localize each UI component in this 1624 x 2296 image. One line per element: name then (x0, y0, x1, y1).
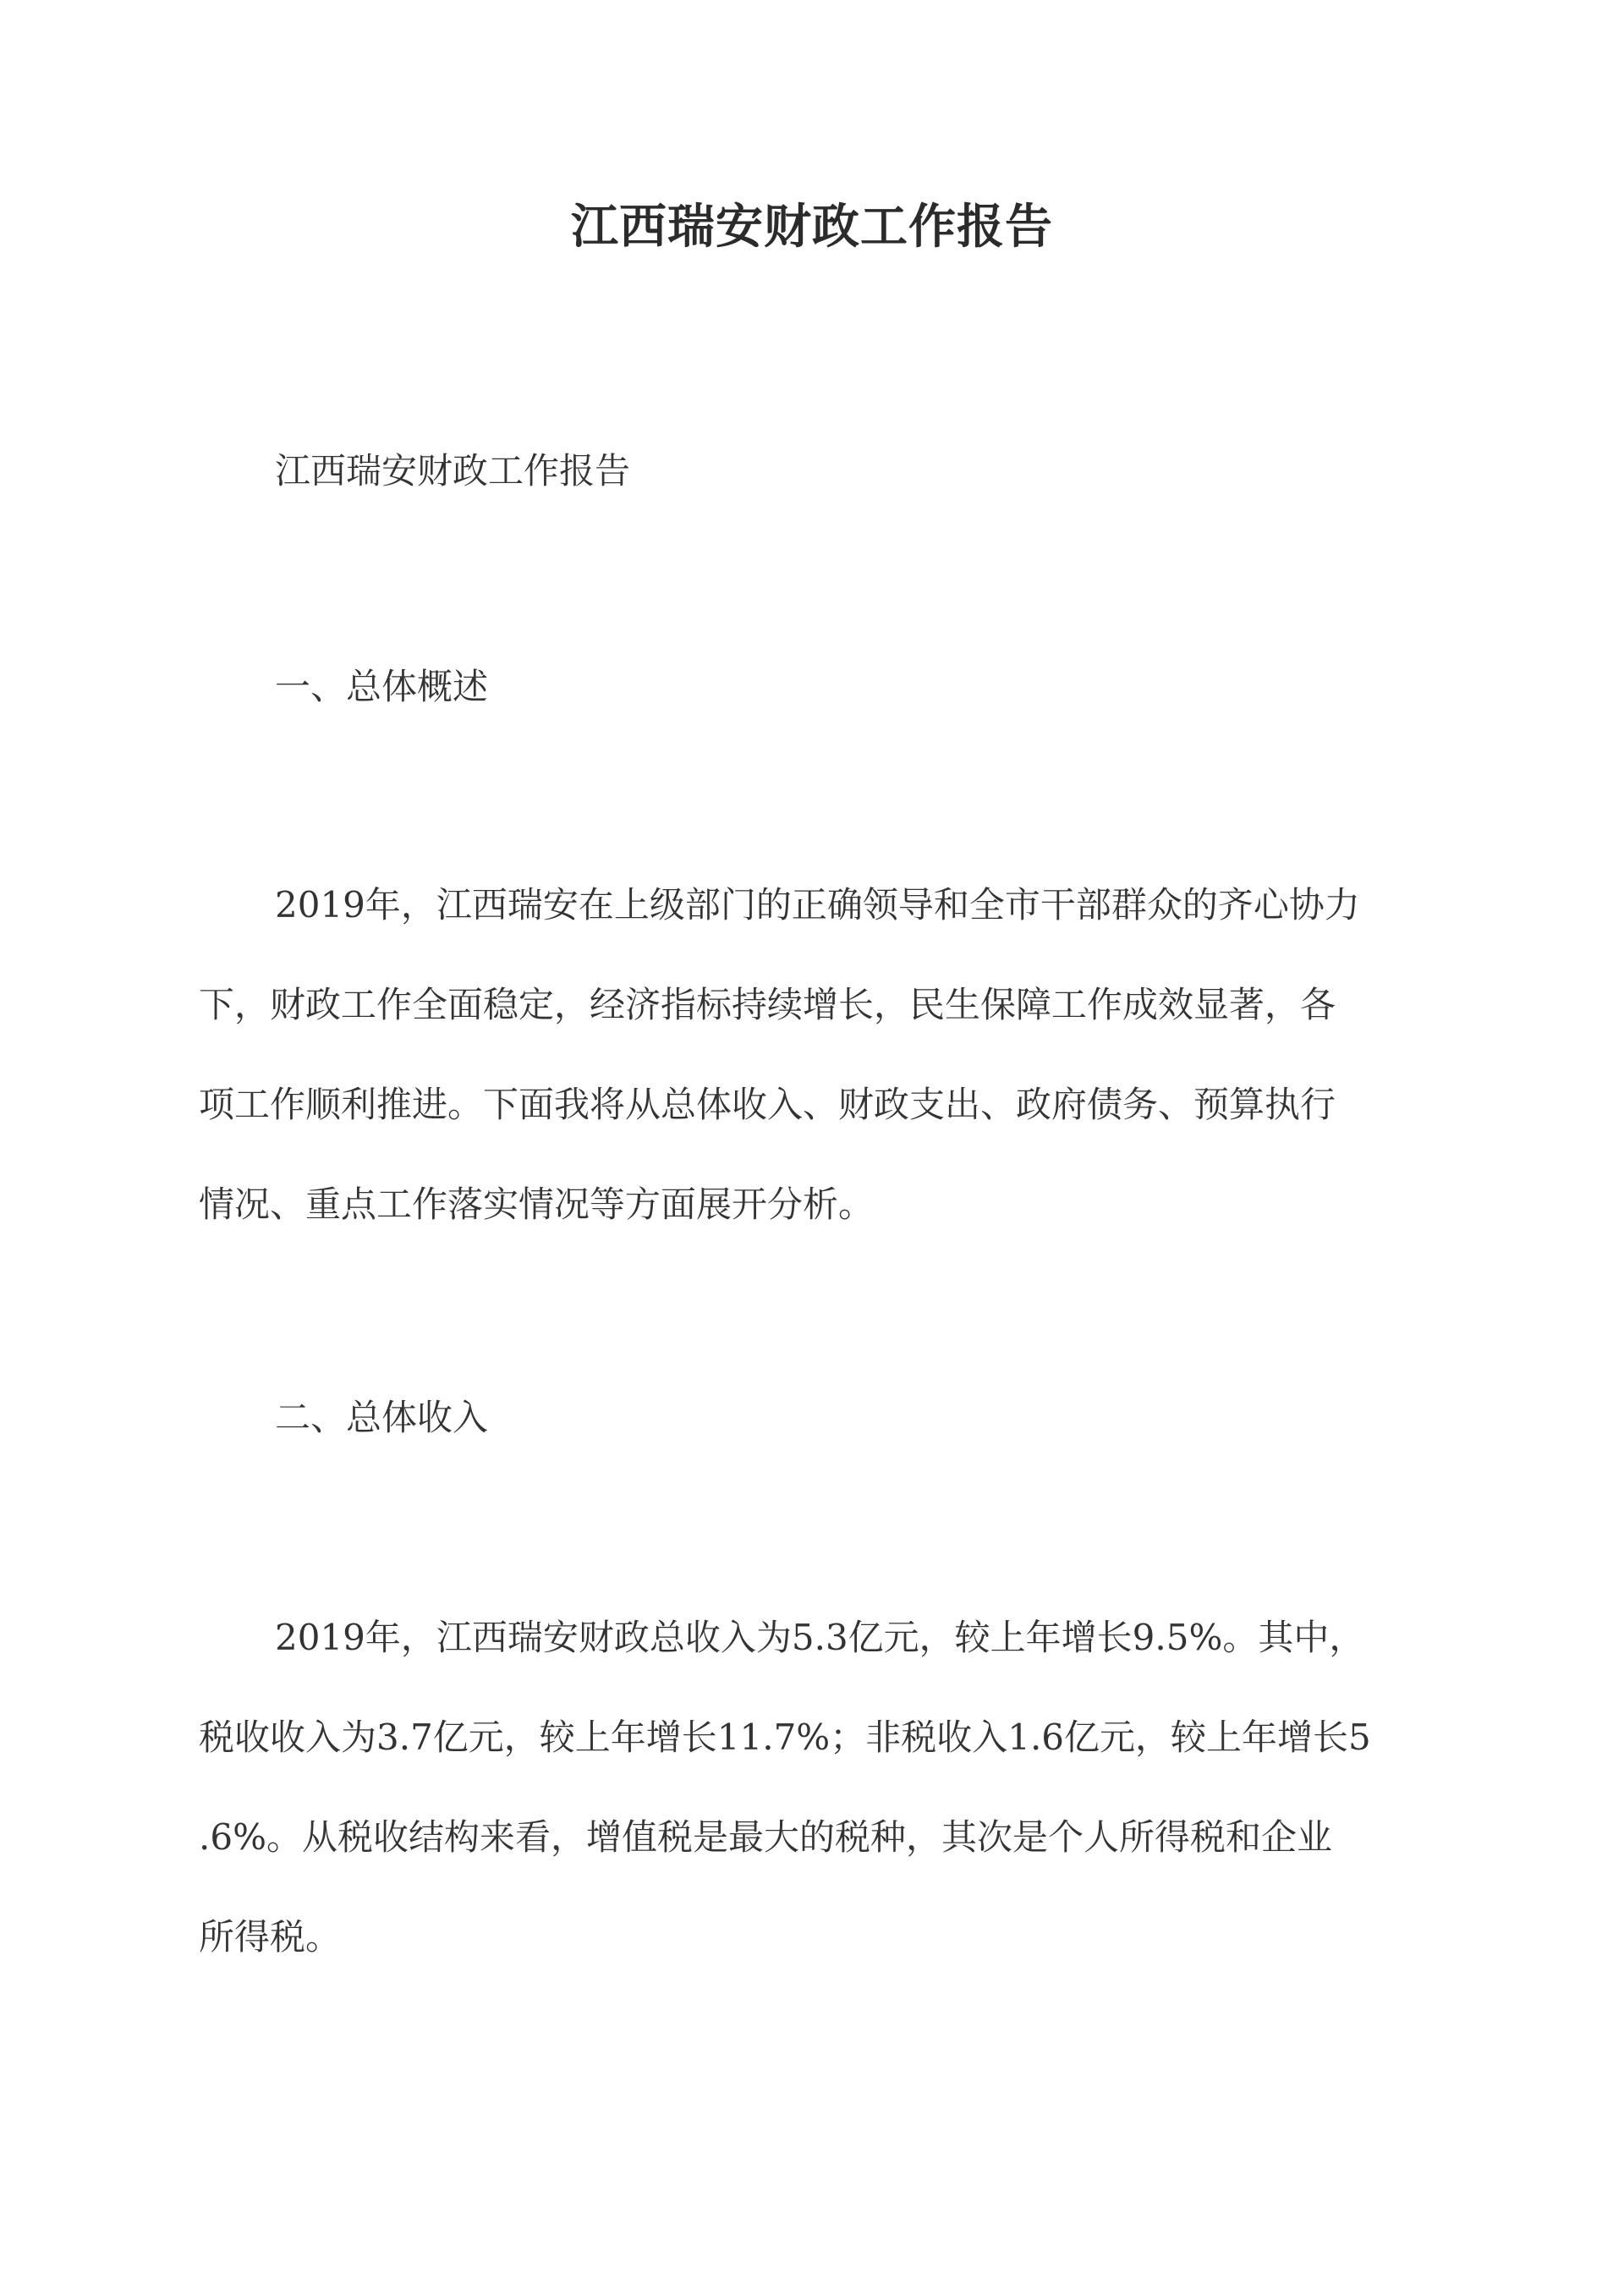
section-heading-overview: 一、总体概述 (275, 666, 489, 707)
paragraph-line: 项工作顺利推进。下面我将从总体收入、财政支出、政府债务、预算执行 (199, 1084, 1336, 1125)
paragraph-line: 下，财政工作全面稳定，经济指标持续增长，民生保障工作成效显著，各 (199, 984, 1336, 1025)
paragraph-line: 税收收入为3.7亿元，较上年增长11.7%；非税收入1.6亿元，较上年增长5 (199, 1717, 1371, 1758)
paragraph-line: .6%。从税收结构来看，增值税是最大的税种，其次是个人所得税和企业 (199, 1816, 1332, 1858)
paragraph-revenue (199, 1612, 1425, 2012)
paragraph-overview (199, 880, 1425, 1279)
document-title: 江西瑞安财政工作报告 (571, 199, 1053, 255)
section-heading-revenue: 二、总体收入 (275, 1397, 489, 1438)
paragraph-line: 所得税。 (199, 1916, 342, 1958)
paragraph-line: 2019年，江西瑞安财政总收入为5.3亿元，较上年增长9.5%。其中， (275, 1617, 1365, 1658)
document-subtitle: 江西瑞安财政工作报告 (275, 450, 631, 492)
paragraph-line: 2019年，江西瑞安在上级部门的正确领导和全市干部群众的齐心协力 (275, 884, 1360, 926)
paragraph-line: 情况、重点工作落实情况等方面展开分析。 (199, 1184, 875, 1225)
